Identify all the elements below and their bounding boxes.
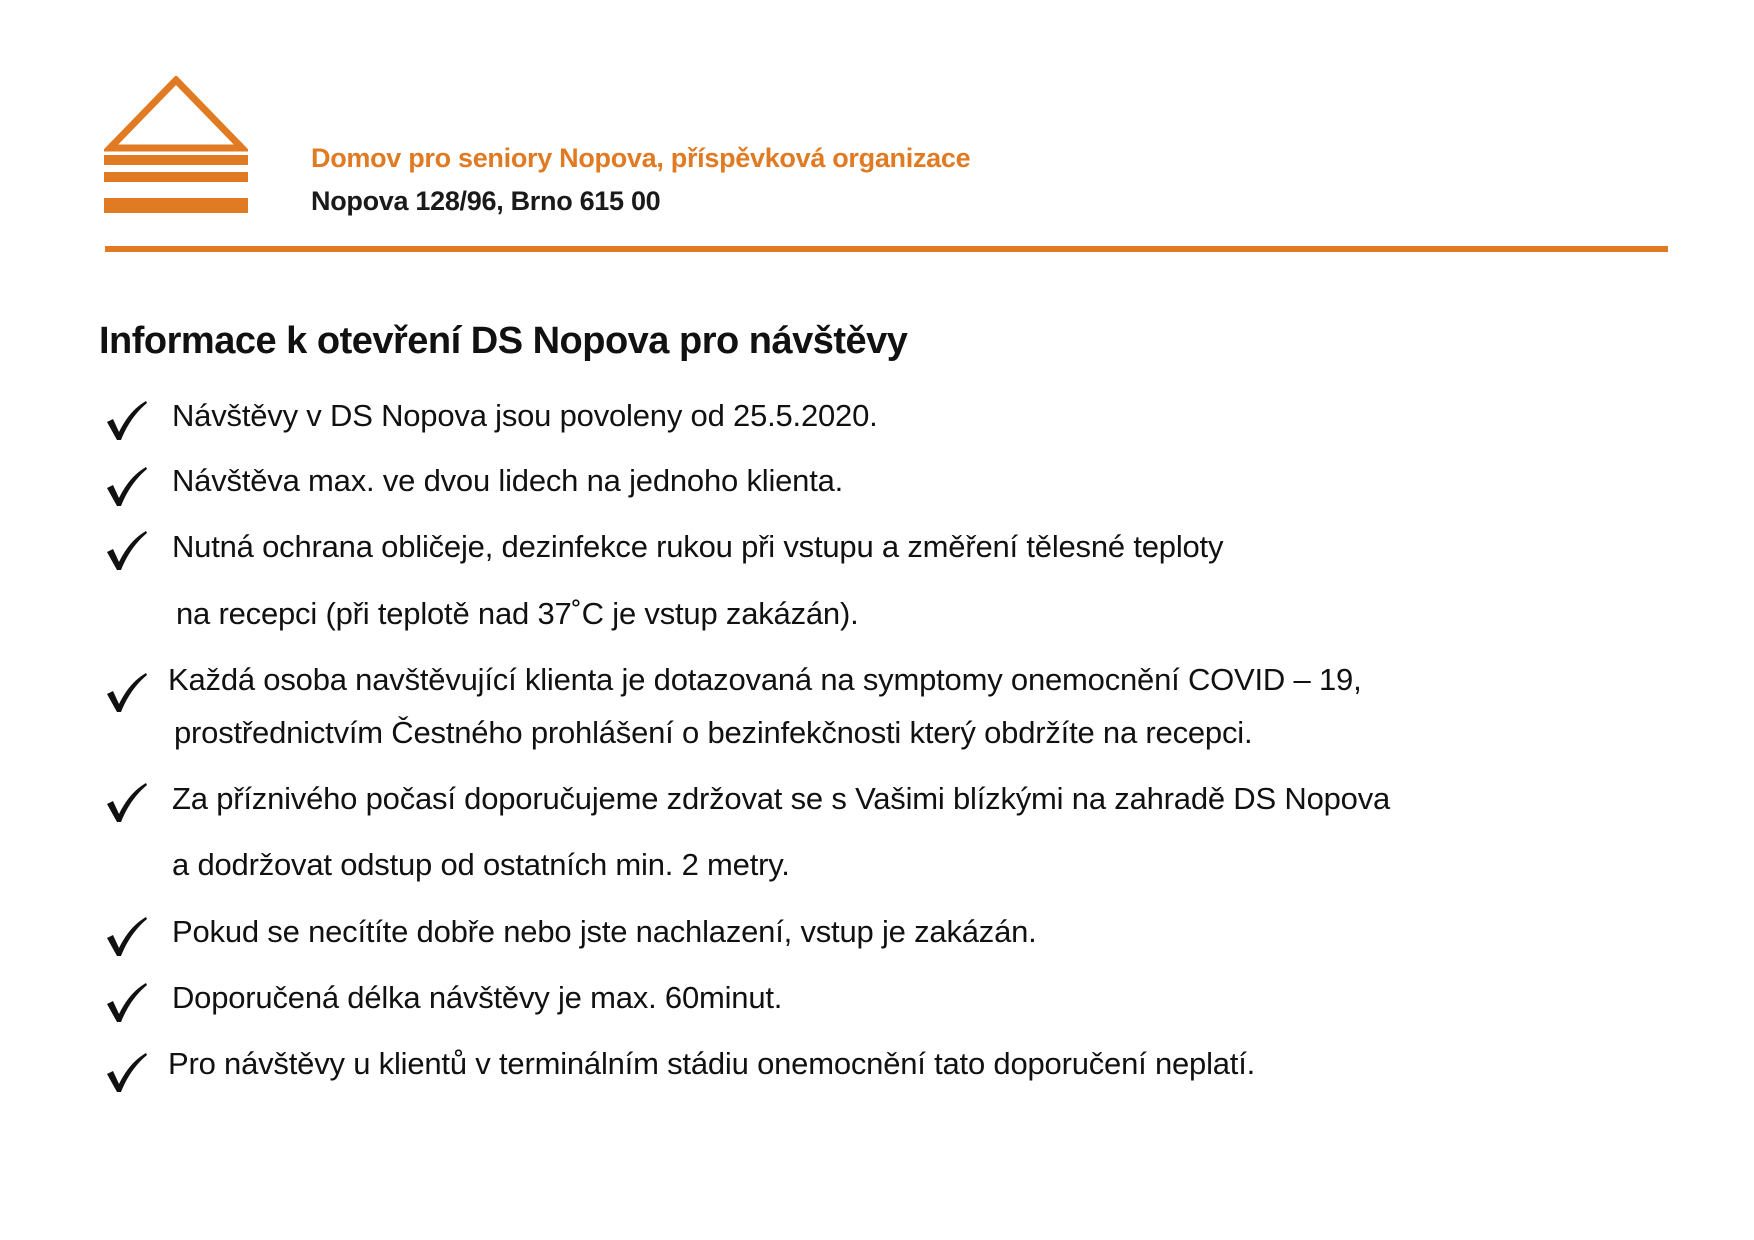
checkmark-icon [104, 528, 148, 572]
organization-name: Domov pro seniory Nopova, příspěvková organizace [311, 143, 971, 173]
checkmark-icon [104, 980, 148, 1024]
list-item-text: Každá osoba navštěvující klienta je dotazovaná na symptomy onemocnění COVID – 19, [168, 662, 1362, 697]
list-item-text: Doporučená délka návštěvy je max. 60minut. [172, 980, 783, 1015]
header-divider [105, 246, 1668, 252]
checkmark-icon [104, 914, 148, 958]
list-item-continuation: prostřednictvím Čestného prohlášení o bezinfekčnosti který obdržíte na recepci. [174, 715, 1253, 750]
list-item-text: Návštěva max. ve dvou lidech na jednoho klienta. [172, 463, 844, 498]
list-item-text: Nutná ochrana obličeje, dezinfekce rukou při vstupu a změření tělesné teploty [172, 529, 1224, 564]
checkmark-icon [104, 398, 148, 442]
checkmark-icon [104, 780, 148, 824]
organization-address: Nopova 128/96, Brno 615 00 [311, 186, 661, 216]
list-item-continuation: na recepci (při teplotě nad 37˚C je vstup zakázán). [176, 596, 859, 631]
list-item-text: Návštěvy v DS Nopova jsou povoleny od 25.5.2020. [172, 398, 878, 433]
list-item-text: Pro návštěvy u klientů v terminálním stádiu onemocnění tato doporučení neplatí. [168, 1046, 1256, 1081]
list-item-text: Za příznivého počasí doporučujeme zdržovat se s Vašimi blízkými na zahradě DS Nopova [172, 781, 1391, 816]
checkmark-icon [104, 670, 148, 714]
organization-logo [104, 76, 248, 216]
page-title: Informace k otevření DS Nopova pro návštěvy [99, 320, 908, 362]
checkmark-icon [104, 464, 148, 508]
list-item-continuation: a dodržovat odstup od ostatních min. 2 metry. [172, 847, 790, 882]
checkmark-icon [104, 1050, 148, 1094]
list-item-text: Pokud se necítíte dobře nebo jste nachlazení, vstup je zakázán. [172, 914, 1037, 949]
